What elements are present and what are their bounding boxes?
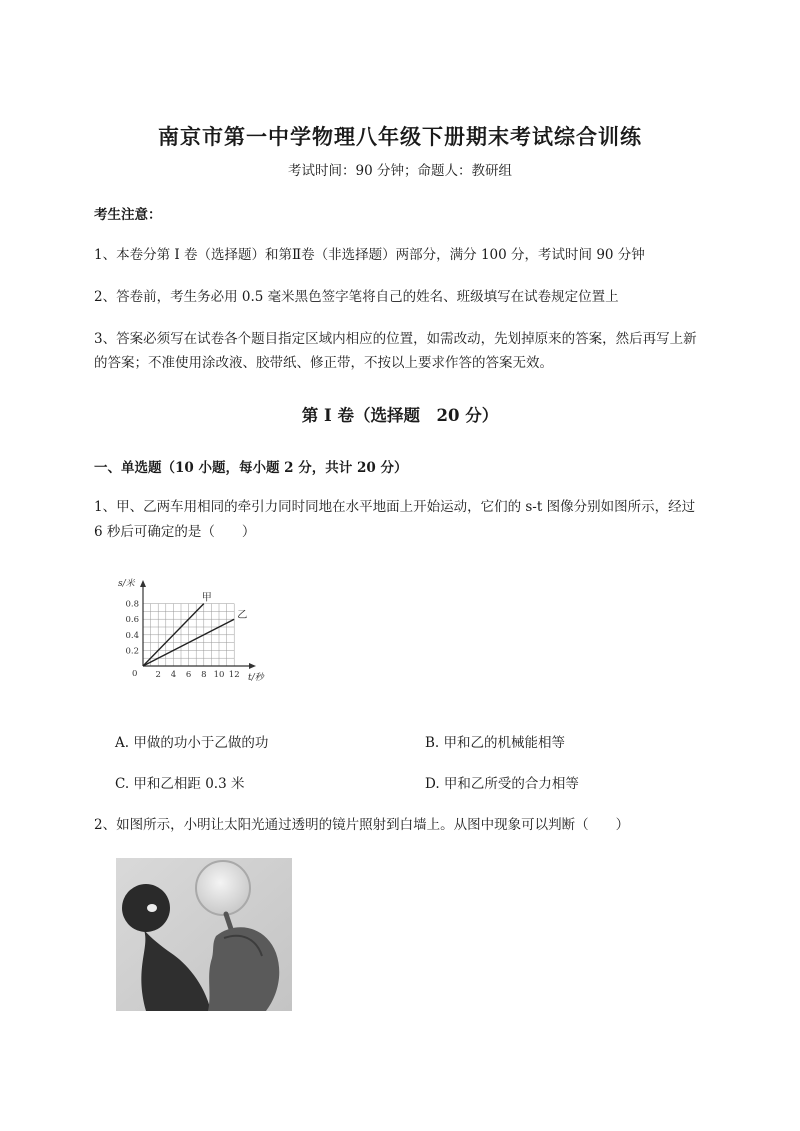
y-tick-label: 0.6 [125, 615, 139, 626]
light-spot [147, 904, 157, 912]
magnifier-photo-icon [116, 858, 292, 1011]
x-tick-label: 10 [213, 670, 225, 680]
x-tick-label: 4 [170, 670, 177, 680]
y-tick-label: 0.4 [125, 630, 139, 641]
chart-axes [140, 580, 256, 669]
notice-heading: 考生注意： [94, 207, 162, 223]
option-b[interactable]: B. 甲和乙的机械能相等 [425, 735, 566, 751]
section-title: 第 I 卷（选择题 20 分） [301, 406, 499, 425]
page-title: 南京市第一中学物理八年级下册期末考试综合训练 [158, 124, 642, 149]
x-axis-label: t/秒 [248, 673, 264, 683]
magnifier-lens [196, 861, 250, 915]
lens-shadow [122, 884, 170, 932]
option-d[interactable]: D. 甲和乙所受的合力相等 [425, 776, 579, 792]
y-tick-label: 0.8 [125, 599, 139, 610]
y-tick-label: 0.2 [125, 646, 139, 657]
x-tick-label: 8 [201, 670, 207, 680]
notice-item-1: 1、本卷分第 I 卷（选择题）和第Ⅱ卷（非选择题）两部分，满分 100 分，考试时间 90 分钟 [94, 247, 645, 263]
series-label: 甲 [201, 592, 212, 604]
x-tick-label: 2 [155, 670, 161, 680]
st-chart [110, 572, 270, 690]
chart-grid [143, 604, 234, 666]
question-1-stem: 1、甲、乙两车用相同的牵引力同时同地在水平地面上开始运动，它们的 s-t 图像分别如图所示，经过 [94, 499, 696, 515]
y-axis-label: s/米 [118, 579, 135, 589]
exam-info: 考试时间：90 分钟；命题人：教研组 [288, 163, 512, 179]
part-heading: 一、单选题（10 小题，每小题 2 分，共计 20 分） [94, 460, 408, 476]
option-c[interactable]: C. 甲和乙相距 0.3 米 [115, 776, 245, 792]
question-1-stem-cont: 6 秒后可确定的是（ ） [94, 524, 256, 540]
notice-item-3: 3、答案必须写在试卷各个题目指定区域内相应的位置，如需改动，先划掉原来的答案，然后再写上新 [94, 331, 697, 347]
origin-label: 0 [132, 669, 138, 679]
option-a[interactable]: A. 甲做的功小于乙做的功 [115, 735, 269, 751]
x-tick-label: 12 [228, 670, 240, 680]
question-2-stem: 2、如图所示，小明让太阳光通过透明的镜片照射到白墙上。从图中现象可以判断（ ） [94, 817, 630, 833]
x-axis-arrow-icon [249, 663, 256, 669]
series-label: 乙 [237, 610, 248, 622]
x-tick-label: 6 [185, 670, 192, 680]
notice-item-3-cont: 的答案；不准使用涂改液、胶带纸、修正带，不按以上要求作答的答案无效。 [94, 355, 553, 371]
notice-item-2: 2、答卷前，考生务必用 0.5 毫米黑色签字笔将自己的姓名、班级填写在试卷规定位置上 [94, 289, 619, 305]
y-axis-arrow-icon [140, 580, 146, 587]
